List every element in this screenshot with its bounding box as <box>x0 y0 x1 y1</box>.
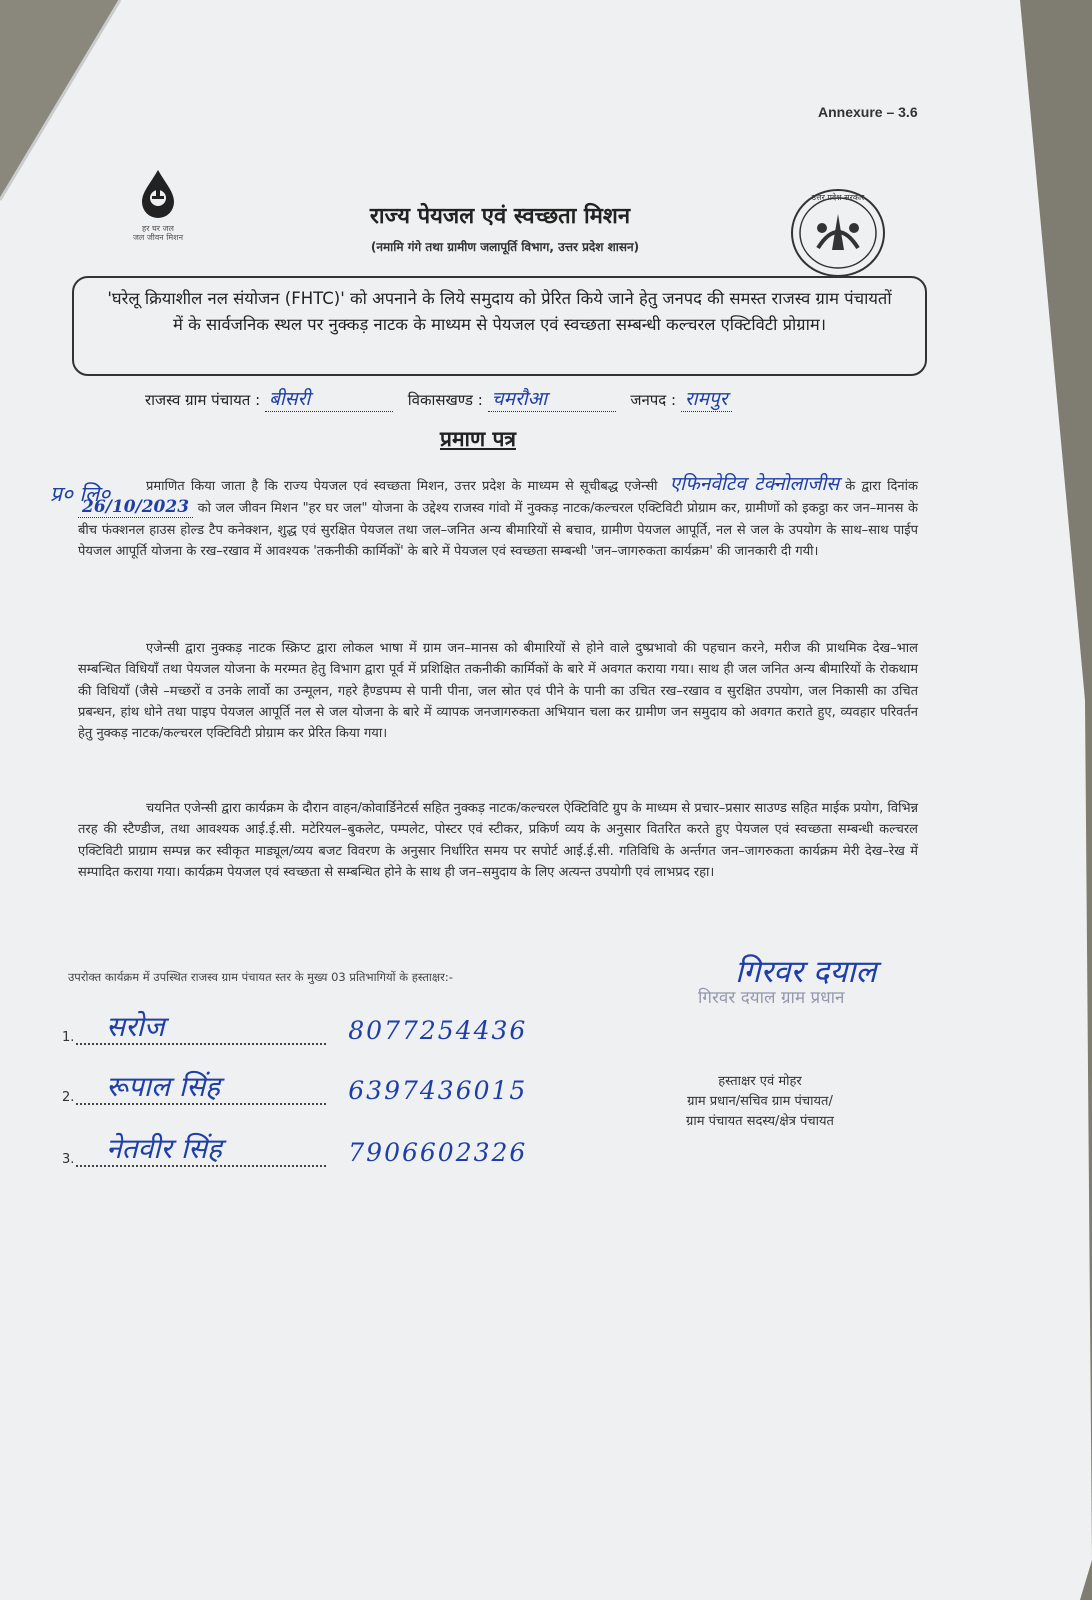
panchayat-value: बीसरी <box>265 385 393 412</box>
paragraph-2: एजेन्सी द्वारा नुक्कड़ नाटक स्क्रिप्ट द्वारा लोकल भाषा में ग्राम जन–मानस को बीमारियों से होने वाले दुष्प्रभावो की पहचान करने, मरीज की प्राथमिक देख–भाल सम्बन्धित विधियाँ तथा पेयजल योजना के मरम्मत हेतु विभाग द्वारा पूर्व में प्रशिक्षित तकनीकी कार्मिकों के बारे में अवगत कराया गया। साथ ही जल जनित अन्य बीमारियों के रोकथाम की विधियाँ (जैसे –मच्छरों व उनके लार्वो का उन्मूलन, गहरे हैण्डपम्प से पानी पीना, जल स्रोत एवं पीने के पानी का उचित रख–रखाव व सुरक्षित उपयोग, जल निकासी का उचित प्रबन्धन, हांथ धोने तथा पाइप पेयजल आपूर्ति नल से जल योजना के बारे में व्यापक जनजागरुकता अभियान चला कर ग्रामीण जन समुदाय को अवगत कराते हुए, व्यवहार परिवर्तन हेतु नुक्कड़ नाटक/कल्चरल एक्टिविटी प्रोग्राम कर प्रेरित किया गया। <box>78 641 918 742</box>
signature-caption <box>600 1072 920 1132</box>
logo-left-caption-2: जल जीवन मिशन <box>132 233 184 242</box>
signature-line <box>76 1070 326 1105</box>
p1-part-b: के द्वारा दिनांक <box>845 479 918 494</box>
mission-subtitle: (नमामि गंगे तथा ग्रामीण जलापूर्ति विभाग, उत्तर प्रदेश शासन) <box>370 240 640 254</box>
attendee-row <box>62 1010 622 1045</box>
attendee-name: सरोज <box>106 1010 165 1043</box>
signature-caption-line3: ग्राम पंचायत सदस्य/क्षेत्र पंचायत <box>686 1114 834 1129</box>
annexure-label: Annexure – 3.6 <box>818 104 918 120</box>
handwritten-prati: प्र० लि० <box>50 482 111 506</box>
signature-line <box>76 1010 326 1045</box>
attendee-number: 2. <box>62 1090 75 1105</box>
program-box: 'घरेलू क्रियाशील नल संयोजन (FHTC)' को अपनाने के लिये समुदाय को प्रेरित किये जाने हेतु जनपद की समस्त राजस्व ग्राम पंचायतों में के सार्वजनिक स्थल पर नुक्कड़ नाटक के माध्यम से पेयजल एवं स्वच्छता सम्बन्धी कल्चरल एक्टिविटी प्रोग्राम। <box>72 276 927 376</box>
panchayat-label: राजस्व ग्राम पंचायत : <box>145 391 261 409</box>
certificate-heading: प्रमाण पत्र <box>440 427 516 451</box>
attendee-row <box>62 1132 622 1167</box>
signature-caption-line1: हस्ताक्षर एवं मोहर <box>718 1074 802 1089</box>
water-drop-logo-icon <box>112 168 204 220</box>
p1-part-c: को जल जीवन मिशन "हर घर जल" योजना के उद्देश्य राजस्व गांवो में नुक्कड़ नाटक/कल्चरल एक्टिविटी प्रोग्राम कर, ग्रामीणों को इकट्ठा कर जन–मानस के बीच फंक्शनल हाउस होल्ड टैप कनेक्शन, शुद्ध एवं सुरक्षित पेयजल तथा जल–जनित अन्य बीमारियों से बचाव, ग्रामीण पेयजल आपूर्ति, नल से जल के उपयोग के साथ–साथ पाईप पेयजल आपूर्ति योजना के रख–रखाव में आवश्यक 'तकनीकी कार्मिकों' के बारे में पेयजल एवं स्वच्छता सम्बन्धी 'जन–जागरुकता कार्यक्रम' की जानकारी दी गयी। <box>78 501 918 559</box>
jal-jeevan-logo <box>112 168 204 242</box>
district-value: रामपुर <box>681 385 732 412</box>
attendee-name: रूपाल सिंह <box>106 1070 220 1103</box>
paragraph-1 <box>78 474 918 562</box>
attendee-row <box>62 1070 622 1105</box>
location-fields <box>145 385 945 412</box>
block-label: विकासखण्ड : <box>407 391 483 409</box>
handwritten-agency: एफिनवेटिव टेक्नोलाजीस <box>669 473 840 495</box>
attendee-number: 1. <box>62 1030 75 1045</box>
signature-caption-line2: ग्राम प्रधान/सचिव ग्राम पंचायत/ <box>687 1094 833 1109</box>
p1-part-a: प्रमाणित किया जाता है कि राज्य पेयजल एवं स्वच्छता मिशन, उत्तर प्रदेश के माध्यम से सूचीबद्ध एजेन्सी <box>146 479 658 494</box>
pradhan-signature: गिरवर दयाल <box>735 954 877 990</box>
emblem-text: उत्तर प्रदेश सरकार <box>811 193 865 202</box>
attendee-name: नेतवीर सिंह <box>106 1132 222 1165</box>
logo-left-caption-1: हर घर जल <box>142 224 174 233</box>
attendee-number: 3. <box>62 1152 75 1167</box>
attendee-phone: 6397436015 <box>348 1076 528 1105</box>
pradhan-stamp: गिरवर दयाल ग्राम प्रधान <box>698 988 845 1008</box>
handwritten-date: 26/10/2023 <box>78 497 193 518</box>
mission-title: राज्य पेयजल एवं स्वच्छता मिशन <box>369 204 631 229</box>
attendees-caption: उपरोक्त कार्यक्रम में उपस्थित राजस्व ग्राम पंचायत स्तर के मुख्य 03 प्रतिभागियों के हस्ताक्षर:- <box>68 970 453 984</box>
district-label: जनपद : <box>630 391 677 409</box>
attendee-phone: 8077254436 <box>348 1016 528 1045</box>
up-emblem <box>788 186 888 284</box>
paragraph-3: चयनित एजेन्सी द्वारा कार्यक्रम के दौरान वाहन/कोवार्डिनेटर्स सहित नुक्कड़ नाटक/कल्चरल ऐक्टिविटि ग्रुप के माध्यम से प्रचार–प्रसार साउण्ड सहित माईक प्रयोग, विभिन्न तरह की स्टैण्डीज, तथा आवश्यक आई.ई.सी. मटेरियल–बुकलेट, पम्पलेट, पोस्टर एवं स्टीकर, प्रकिर्ण व्यय के अनुसार वितरित करते हुए पेयजल एवं स्वच्छता सम्बन्धी कल्चरल एक्टिविटी प्राग्राम सम्पन्न कर स्वीकृत माड्यूल/व्यय बजट विवरण के अनुसार निर्धारित समय पर सपोर्ट आई.ई.सी. गतिविधि के अर्न्तगत जन–जागरुकता कार्यक्रम मेरी देख–रेख में सम्पादित कराया गया। कार्यक्रम पेयजल एवं स्वच्छता से सम्बन्धित होने के साथ ही जन–समुदाय के लिए अत्यन्त उपयोगी एवं लाभप्रद रहा। <box>78 801 918 880</box>
signature-line <box>76 1132 326 1167</box>
attendee-phone: 7906602326 <box>348 1138 528 1167</box>
block-value: चमरौआ <box>488 385 616 412</box>
